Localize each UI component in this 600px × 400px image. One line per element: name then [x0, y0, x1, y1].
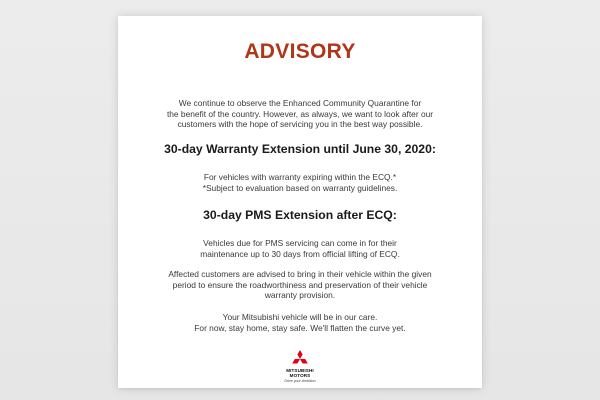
pms-heading: 30-day PMS Extension after ECQ: [203, 208, 397, 222]
warranty-line: *Subject to evaluation based on warranty guidelines. [202, 182, 398, 193]
affected-line: period to ensure the roadworthiness and preservation of their vehicle [172, 279, 428, 290]
mitsubishi-logo [280, 350, 320, 390]
closing-paragraph [132, 312, 468, 333]
intro-paragraph [132, 98, 468, 130]
advisory-card [118, 16, 482, 388]
closing-line: Your Mitsubishi vehicle will be in our care. [222, 312, 378, 322]
warranty-heading: 30-day Warranty Extension until June 30, 2020: [164, 142, 436, 156]
affected-line: warranty provision. [264, 290, 336, 301]
brand-line2: MOTORS [289, 372, 311, 378]
closing-line: For now, stay home, stay safe. We'll flatten the curve yet. [194, 322, 406, 333]
affected-line: Affected customers are advised to bring in their vehicle within the given [168, 269, 432, 279]
three-diamonds-icon [290, 350, 310, 368]
warranty-line: For vehicles with warranty expiring within the ECQ.* [203, 172, 397, 182]
warranty-paragraph [132, 172, 468, 193]
brand-name [280, 369, 320, 379]
pms-paragraph [132, 238, 468, 259]
pms-line: maintenance up to 30 days from official lifting of ECQ. [200, 248, 400, 259]
pms-line: Vehicles due for PMS servicing can come in for their [203, 238, 397, 248]
brand-tagline: Drive your Ambition [284, 378, 316, 383]
affected-paragraph [132, 269, 468, 301]
brand-line1: MITSUBISHI [286, 368, 314, 373]
intro-line: customers with the hope of servicing you in the best way possible. [177, 119, 423, 130]
intro-line: We continue to observe the Enhanced Community Quarantine for [178, 98, 422, 108]
intro-line: the benefit of the country. However, as always, we want to look after our [166, 108, 434, 119]
advisory-title: ADVISORY [244, 40, 356, 63]
